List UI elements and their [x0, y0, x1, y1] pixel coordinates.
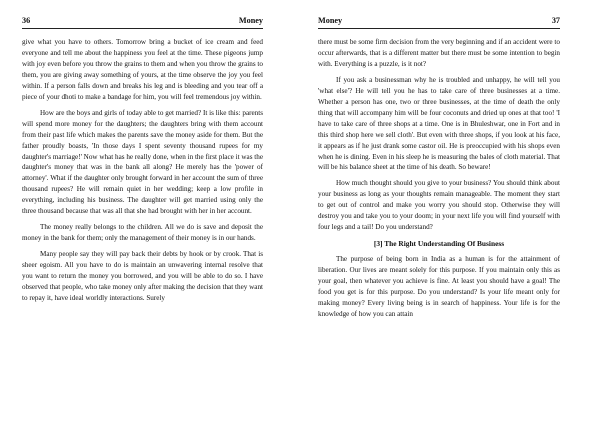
paragraph: The money really belongs to the children. All we do is save and deposit the money in the bank for them; only the management of their money is in our hands. — [22, 223, 263, 243]
right-page — [318, 16, 560, 320]
left-page-header — [22, 16, 263, 29]
paragraph: Many people say they will pay back their debts by hook or by crook. That is sheer egoism. All you have to do is maintain an unwavering internal resolve that you want to return the money you borrowed, and you will be able to do so. I have observed that people, who take money only after making the decision that they want to repay it, have ideal worldly interactions. Surely — [22, 250, 263, 302]
left-page — [22, 16, 263, 304]
left-running-head: Money — [238, 16, 263, 25]
paragraph: If you ask a businessman why he is troubled and unhappy, he will tell you 'what else'? He will tell you he has to take care of three businesses at a time. Whether a person has one, two or three businesses, at the time of death the only thing that will accompany him will be four coconuts and dried up ones at that too! 'I have to take care of three shops at a time. One is in Bhuleshwar, one in Fort and in this third shop here we sell cloth'. But even with three shops, if you look at his face, it appears as if he just drank some castor oil. He is preoccupied with his shops even when he is dining. Even in his sleep he is measuring the bales of cloth material. That will be his balance sheet at the time of his death. So beware! — [318, 75, 560, 172]
left-page-number: 36 — [22, 16, 31, 25]
right-page-header — [318, 16, 560, 29]
right-running-head: Money — [318, 16, 343, 25]
right-page-number: 37 — [551, 16, 560, 25]
paragraph: give what you have to others. Tomorrow bring a bucket of ice cream and feed everyone and tell me about the happiness you feel at the time. These pigeons jump with joy even before you throw the grains to them and when you throw the grains to them, you are giving away something of yours, at the time observe the joy you feel within. If a person falls down and breaks his leg and is bleeding and you tear off a piece of your dhoti to make a bandage for him, you will feel tremendous joy within. — [22, 38, 263, 101]
left-page-body — [22, 37, 263, 304]
paragraph: The purpose of being born in India as a human is for the attainment of liberation. Our lives are meant solely for this purpose. If you maintain only this as your goal, then whatever you achieve is fine. At least you should have a goal! The food you get is for this purpose. Do you understand? Is your life meant only for making money? Every living being is in search of happiness. Your life is for the knowledge of how you can attain — [318, 255, 560, 318]
paragraph: How much thought should you give to your business? You should think about your business as long as your thoughts remain manageable. The moment they start to get out of control and make you worry you should stop. Otherwise they will destroy you and take you to your doom; in your next life you will find yourself with four legs and a tail! Do you understand? — [318, 179, 560, 232]
paragraph: How are the boys and girls of today able to get married? It is like this: parents will spend more money for the daughters; the daughters bring with them account from their past life which makes the parents save the money aside for them. But the father proudly boasts, 'In those days I spent seventy thousand rupees for my daughter's marriage!' Now what has he really done, when in the first place it was the daughter's money that was in the bank all along? He merely has the 'power of attorney'. What if the daughter only brought forward in her account the sum of three thousand rupees? He will remain quiet in her wedding; keep a low profile in everything, including his business. The daughter will get married using only the three thousand because that was all that she had brought with her in her account. — [22, 108, 263, 216]
section-heading: [3] The Right Understanding Of Business — [373, 239, 505, 249]
paragraph: there must be some firm decision from the very beginning and if an accident were to occur afterwards, that is a different matter but there must be some intention to begin with. Everything is a puzzle, is it not? — [318, 38, 560, 68]
right-page-body — [318, 37, 560, 320]
